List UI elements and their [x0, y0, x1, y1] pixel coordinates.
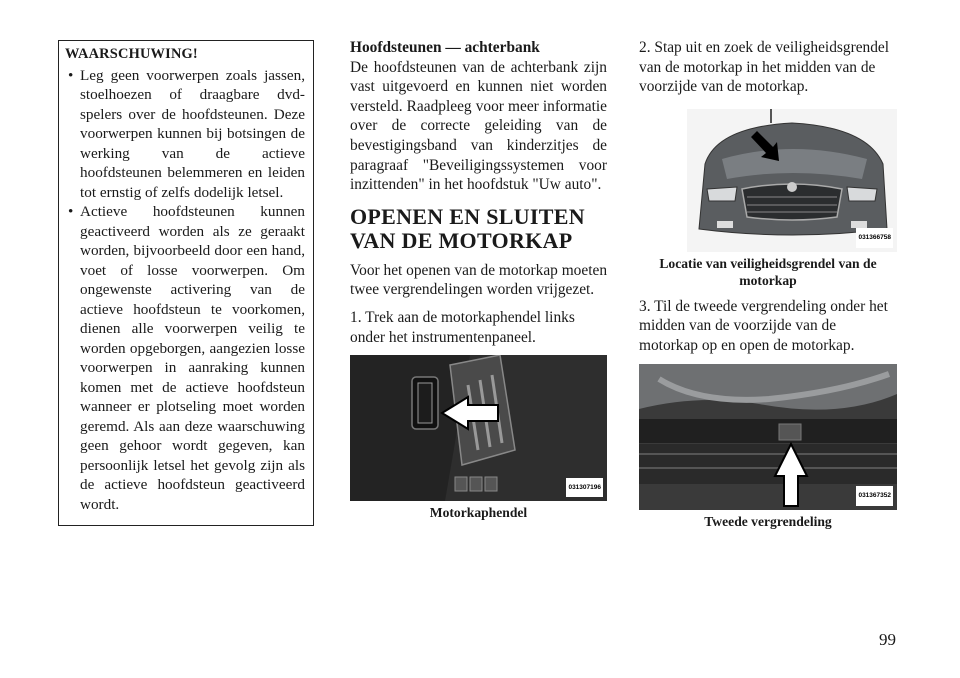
bullet-icon: • [68, 203, 74, 221]
figure-caption: Locatie van veiligheidsgrendel van de motorkap [659, 255, 877, 288]
warning-item: • Leg geen voorwerpen zoals jassen, stoelhoezen of draagbare dvd-spelers over de hoofdsteunen. Deze voorwerpen kunnen bij botsingen de werking van de actieve hoofdsteunen belemmeren en leiden tot ernstig of zelfs dodelijk letsel. [68, 66, 305, 201]
bullet-icon: • [68, 66, 74, 84]
warning-box [58, 40, 314, 526]
figure-caption: Motorkaphendel [429, 505, 528, 521]
second-latch-photo [639, 364, 897, 510]
section-title: OPENEN EN SLUITEN VAN DE MOTORKAP [350, 203, 585, 253]
step-3: 3. Til de tweede vergrendeling onder het midden van de voorzijde van de motorkap op en open de motorkap. [639, 297, 888, 354]
page-number: 99 [879, 630, 896, 649]
figure-code: 031367352 [856, 486, 893, 506]
step-1: 1. Trek aan de motorkaphendel links onder het instrumentenpaneel. [350, 308, 575, 346]
section-intro: Voor het openen van de motorkap moeten twee vergrendelingen worden vrijgezet. [350, 261, 608, 299]
warning-list [65, 66, 305, 515]
rear-headrest-heading: Hoofdsteunen — achterbank [350, 39, 540, 56]
figure-code: 031366758 [856, 228, 893, 248]
figure-caption: Tweede vergrendeling [704, 513, 832, 529]
car-front-photo [687, 109, 897, 252]
rear-headrest-text: De hoofdsteunen van de achterbank zijn vast uitgevoerd en kunnen niet worden versteld. Raadpleeg voor meer informatie over de correcte geleiding van de bevestigingsband van kinderzitjes de paragraaf "Beveiligingssystemen voor inzittenden" in het hoofdstuk "Uw auto". [350, 58, 607, 194]
warning-item: • Actieve hoofdsteunen kunnen geactiveerd worden als ze geraakt worden, bijvoorbeeld door een hand, voet of losse voorwerpen. Om ongewenste activering van de actieve hoofdsteun te voorkomen, dienen alle voorwerpen veilig te worden opgeborgen, aangezien losse voorwerpen in aanraking kunnen komen met de actieve hoofdsteun wanneer er plotseling moet worden geremd. Als aan deze waarschuwing geen gehoor wordt gegeven, kan persoonlijk letsel het gevolg zijn als de actieve hoofdsteun geactiveerd wordt. [68, 203, 305, 513]
right-column [639, 38, 897, 530]
middle-column [350, 38, 607, 521]
step-2: 2. Stap uit en zoek de veiligheidsgrendel van de motorkap in het midden van de voorzijde van de motorkap. [639, 39, 890, 96]
warning-title: WAARSCHUWING! [65, 46, 198, 62]
hood-release-lever-photo [350, 355, 607, 501]
figure-code: 031307196 [566, 478, 603, 498]
